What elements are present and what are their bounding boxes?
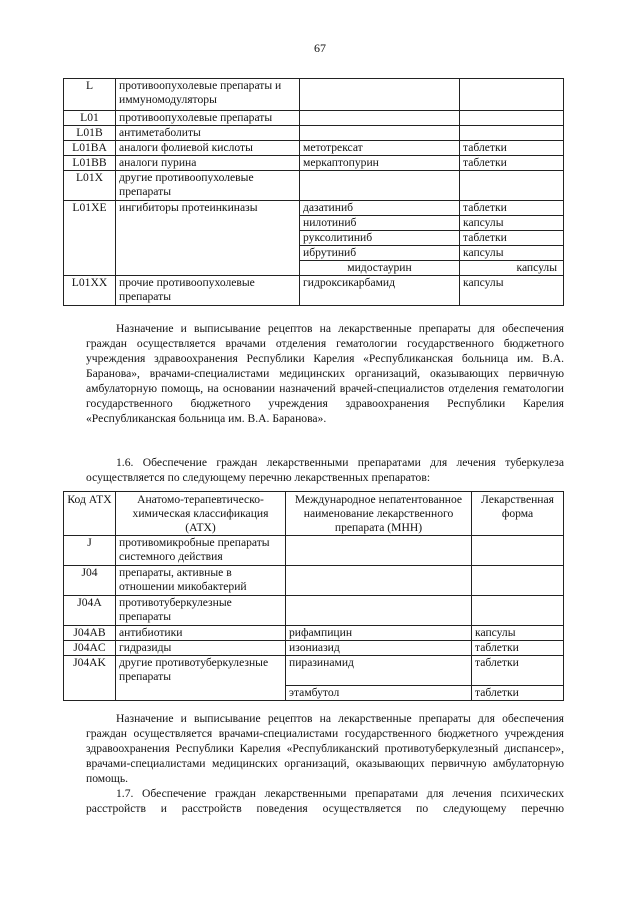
atc-class-cell: другие противоопухолевые препараты xyxy=(116,171,300,201)
atc-code-cell xyxy=(64,261,116,276)
header-atc-class: Анатомо-терапевтическо-химическая классификация (АТХ) xyxy=(116,492,286,536)
paragraph-tb-prescribing: Назначение и выписывание рецептов на лекарственные препараты для обеспечения граждан осуществляется врачами-специалистами государственного бюджетного учреждения здравоохранения Республики Карелия «Республиканский противотуберкулезный диспансер», врачами-специалистами медицинских организаций, оказывающих первичную амбулаторную помощь. xyxy=(86,712,564,785)
atc-code-cell: J04A xyxy=(64,596,116,626)
atc-code-cell: J04 xyxy=(64,566,116,596)
table-row xyxy=(64,686,564,701)
atc-class-cell: антиметаболиты xyxy=(116,126,300,141)
drug-table-tuberculosis xyxy=(63,491,564,701)
mnn-cell: изониазид xyxy=(286,641,472,656)
table-row xyxy=(64,536,564,566)
form-cell: капсулы xyxy=(460,261,564,276)
header-mnn: Международное непатентованное наименование лекарственного препарата (МНН) xyxy=(286,492,472,536)
atc-code-cell xyxy=(64,246,116,261)
form-cell xyxy=(472,596,564,626)
form-cell: таблетки xyxy=(472,656,564,686)
atc-code-cell: J04AK xyxy=(64,656,116,686)
mnn-cell: рифампицин xyxy=(286,626,472,641)
mnn-cell: меркаптопурин xyxy=(300,156,460,171)
table-row xyxy=(64,641,564,656)
atc-class-cell xyxy=(116,246,300,261)
table-row xyxy=(64,111,564,126)
table-row xyxy=(64,596,564,626)
mnn-cell xyxy=(300,171,460,201)
paragraph-psychiatric-intro: 1.7. Обеспечение граждан лекарственными препаратами для лечения психических расстройств и расстройств поведения осуществляется по следующему перечню xyxy=(86,787,564,815)
form-cell: таблетки xyxy=(472,686,564,701)
form-cell: таблетки xyxy=(460,231,564,246)
atc-class-cell: противомикробные препараты системного действия xyxy=(116,536,286,566)
form-cell: капсулы xyxy=(472,626,564,641)
form-cell xyxy=(460,126,564,141)
table-row xyxy=(64,656,564,686)
form-cell: таблетки xyxy=(460,141,564,156)
atc-code-cell xyxy=(64,231,116,246)
atc-code-cell: L01XE xyxy=(64,201,116,216)
table-row xyxy=(64,231,564,246)
mnn-cell xyxy=(300,79,460,111)
form-cell xyxy=(460,171,564,201)
mnn-cell: гидроксикарбамид xyxy=(300,276,460,306)
table-row xyxy=(64,201,564,216)
mnn-cell: руксолитиниб xyxy=(300,231,460,246)
table-row xyxy=(64,261,564,276)
atc-class-cell xyxy=(116,231,300,246)
table-row xyxy=(64,216,564,231)
atc-class-cell: препараты, активные в отношении микобактерий xyxy=(116,566,286,596)
atc-class-cell: прочие противоопухолевые препараты xyxy=(116,276,300,306)
form-cell: капсулы xyxy=(460,276,564,306)
table-row xyxy=(64,626,564,641)
drug-table-oncology xyxy=(63,78,564,306)
mnn-cell xyxy=(286,536,472,566)
table-row xyxy=(64,246,564,261)
atc-code-cell xyxy=(64,216,116,231)
table-row xyxy=(64,566,564,596)
page-number: 67 xyxy=(314,41,326,55)
atc-code-cell xyxy=(64,686,116,701)
form-cell: таблетки xyxy=(472,641,564,656)
mnn-cell: пиразинамид xyxy=(286,656,472,686)
form-cell xyxy=(460,111,564,126)
atc-code-cell: L xyxy=(64,79,116,111)
atc-class-cell xyxy=(116,216,300,231)
mnn-cell xyxy=(286,596,472,626)
mnn-cell: нилотиниб xyxy=(300,216,460,231)
atc-class-cell: антибиотики xyxy=(116,626,286,641)
atc-class-cell: другие противотуберкулезные препараты xyxy=(116,656,286,686)
header-form: Лекарственная форма xyxy=(472,492,564,536)
atc-code-cell: J04AB xyxy=(64,626,116,641)
atc-code-cell: L01X xyxy=(64,171,116,201)
atc-code-cell: L01XX xyxy=(64,276,116,306)
atc-class-cell: аналоги фолиевой кислоты xyxy=(116,141,300,156)
atc-class-cell: противотуберкулезные препараты xyxy=(116,596,286,626)
atc-class-cell: противоопухолевые препараты и иммуномодуляторы xyxy=(116,79,300,111)
atc-code-cell: J xyxy=(64,536,116,566)
table-row xyxy=(64,171,564,201)
table-row xyxy=(64,156,564,171)
mnn-cell: метотрексат xyxy=(300,141,460,156)
atc-class-cell: противоопухолевые препараты xyxy=(116,111,300,126)
mnn-cell: этамбутол xyxy=(286,686,472,701)
table-row xyxy=(64,276,564,306)
atc-code-cell: J04AC xyxy=(64,641,116,656)
form-cell xyxy=(460,79,564,111)
form-cell: капсулы xyxy=(460,246,564,261)
form-cell: таблетки xyxy=(460,156,564,171)
table-row xyxy=(64,79,564,111)
atc-class-cell: ингибиторы протеинкиназы xyxy=(116,201,300,216)
atc-class-cell xyxy=(116,686,286,701)
paragraph-hematology: Назначение и выписывание рецептов на лекарственные препараты для обеспечения граждан осуществляется врачами отделения гематологии государственного бюджетного учреждения здравоохранения Республики Карелия «Республиканская больница им. В.А. Баранова», врачами-специалистами медицинских организаций, оказывающих первичную амбулаторную помощь, на основании назначений врачей-специалистов отделения гематологии государственного бюджетного учреждения здравоохранения Республики Карелия «Республиканская больница им. В.А. Баранова». xyxy=(86,322,564,425)
table-row xyxy=(64,126,564,141)
mnn-cell: мидостаурин xyxy=(300,261,460,276)
atc-class-cell: гидразиды xyxy=(116,641,286,656)
form-cell: таблетки xyxy=(460,201,564,216)
mnn-cell xyxy=(300,126,460,141)
atc-code-cell: L01 xyxy=(64,111,116,126)
form-cell: капсулы xyxy=(460,216,564,231)
paragraph-tuberculosis-intro: 1.6. Обеспечение граждан лекарственными препаратами для лечения туберкулеза осуществляется по следующему перечню лекарственных препаратов: xyxy=(86,456,564,484)
atc-code-cell: L01BA xyxy=(64,141,116,156)
table-header-row xyxy=(64,492,564,536)
table-row xyxy=(64,141,564,156)
atc-code-cell: L01BB xyxy=(64,156,116,171)
header-atc-code: Код АТХ xyxy=(64,492,116,536)
form-cell xyxy=(472,536,564,566)
mnn-cell: дазатиниб xyxy=(300,201,460,216)
atc-class-cell: аналоги пурина xyxy=(116,156,300,171)
mnn-cell xyxy=(286,566,472,596)
atc-class-cell xyxy=(116,261,300,276)
mnn-cell: ибрутиниб xyxy=(300,246,460,261)
form-cell xyxy=(472,566,564,596)
atc-code-cell: L01B xyxy=(64,126,116,141)
mnn-cell xyxy=(300,111,460,126)
